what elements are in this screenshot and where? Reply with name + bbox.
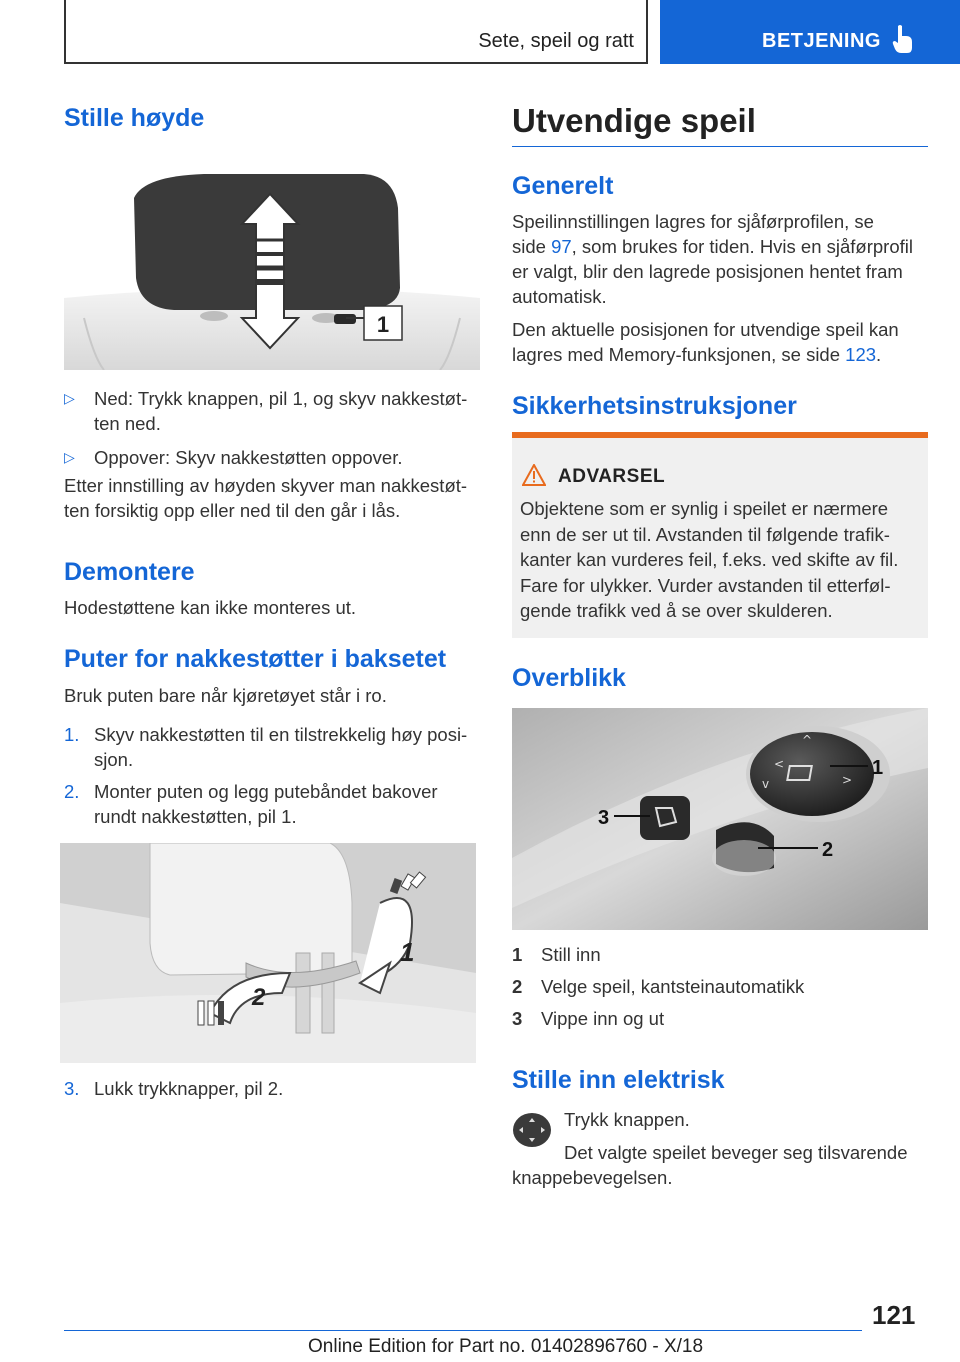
legend-label: Still inn (541, 944, 601, 965)
svg-text:^: ^ (802, 733, 813, 747)
step-number: 1. (64, 724, 80, 745)
paragraph-line: Speilinnstillingen lagres for sjåførprofilen, se (512, 211, 874, 232)
paragraph-line: Etter innstilling av høyden skyver man nakkestøt- (64, 475, 468, 496)
mirror-callout-2: 2 (822, 839, 834, 861)
paragraph-line: side 97, som brukes for tiden. Hvis en sjåførprofil (512, 236, 913, 257)
mirror-adjust-button-icon (512, 1110, 552, 1150)
svg-text:v: v (762, 777, 770, 791)
paragraph-line: knappebevegelsen. (512, 1167, 673, 1188)
paragraph-line: Trykk knappen. (564, 1109, 690, 1130)
page-title: Utvendige speil (512, 102, 756, 139)
warning-text: Objektene som er synlig i speilet er nærmere enn de ser ut til. Avstanden til følgende trafik- kanter kan vurderes feil, f.eks. ved skifte av fil. Fare for ulykker. Vurder avstanden til etterføl- gende trafikk ved å se over skulderen. (520, 498, 899, 621)
heading-remove: Demontere (64, 558, 195, 586)
paragraph-line: Det valgte speilet beveger seg tilsvarende (564, 1142, 908, 1163)
headrest-height-illustration (64, 168, 480, 370)
paragraph-line: automatisk. (512, 286, 607, 307)
paragraph-line: lagres med Memory-funksjonen, se side 123. (512, 344, 882, 365)
warning-triangle-icon (522, 464, 546, 486)
headrest-callout-1: 1 (376, 312, 390, 337)
page-number: 121 (872, 1300, 916, 1330)
paragraph-line: Den aktuelle posisjonen for utvendige speil kan (512, 319, 899, 340)
step-number: 3. (64, 1078, 80, 1099)
paragraph-line: ten forsiktig opp eller ned til den går i lås. (64, 500, 401, 521)
legend-number: 3 (512, 1008, 523, 1029)
warning-box (512, 432, 928, 638)
triangle-bullet-icon: ▷ (64, 390, 75, 406)
pillow-callout-2: 2 (252, 984, 266, 1011)
legend-number: 1 (512, 944, 523, 965)
triangle-bullet-icon: ▷ (64, 449, 75, 465)
headrest-pillow-illustration (60, 843, 476, 1063)
paragraph-line: er valgt, blir den lagrede posisjonen hentet fram (512, 261, 903, 282)
page-link-123[interactable]: 123 (845, 344, 877, 365)
heading-adjust-height: Stille høyde (64, 104, 205, 132)
svg-text:>: > (842, 773, 853, 787)
footer-divider (64, 1330, 862, 1331)
paragraph-line: Hodestøttene kan ikke monteres ut. (64, 597, 357, 618)
title-divider (512, 146, 928, 147)
heading-electric-adjust: Stille inn elektrisk (512, 1066, 725, 1094)
mirror-controls-illustration (512, 708, 928, 930)
footer-edition: Online Edition for Part no. 01402896760 - X/18 (308, 1336, 704, 1357)
header-chapter-label: BETJENING (762, 30, 881, 52)
heading-safety: Sikkerhetsinstruksjoner (512, 392, 797, 420)
heading-overview: Overblikk (512, 664, 626, 692)
legend-item (512, 942, 522, 967)
header-section-box (64, 0, 648, 64)
mirror-callout-3: 3 (598, 807, 610, 829)
heading-general: Generelt (512, 172, 614, 200)
header-chapter-tab[interactable] (660, 0, 960, 64)
mirror-callout-1: 1 (872, 757, 884, 779)
svg-text:<: < (774, 757, 785, 771)
legend-label: Velge speil, kantsteinautomatikk (541, 976, 805, 997)
pillow-callout-1: 1 (400, 937, 415, 967)
step-number: 2. (64, 781, 80, 802)
paragraph-line: Bruk puten bare når kjøretøyet står i ro. (64, 685, 387, 706)
heading-rear-pillows: Puter for nakkestøtter i baksetet (64, 645, 447, 673)
legend-number: 2 (512, 976, 523, 997)
page-link-97[interactable]: 97 (551, 236, 572, 257)
legend-label: Vippe inn og ut (541, 1008, 665, 1029)
legend-item (512, 974, 522, 999)
legend-item (512, 1006, 522, 1031)
header-section-title: Sete, speil og ratt (478, 30, 634, 52)
warning-title: ADVARSEL (558, 466, 666, 487)
hand-pointer-icon (892, 24, 914, 54)
